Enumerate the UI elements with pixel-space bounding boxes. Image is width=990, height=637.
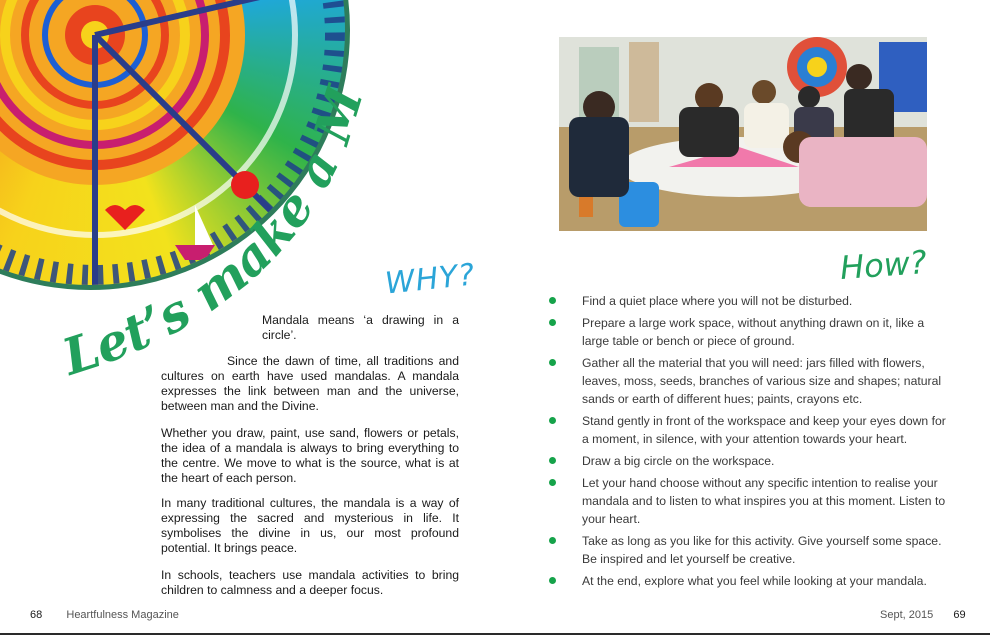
step-text: Draw a big circle on the workspace. <box>582 454 775 468</box>
paragraph-meaning: Mandala means ‘a drawing in a circle’. <box>262 313 459 342</box>
issue-date: Sept, 2015 <box>880 609 934 621</box>
bullet-dot-icon <box>549 537 556 544</box>
page-title-text: Let’s make a M <box>55 79 375 387</box>
left-page-number: 68 <box>30 609 43 621</box>
step-text: Find a quiet place where you will not be disturbed. <box>582 294 853 308</box>
paragraph-history <box>161 354 459 414</box>
bullet-dot-icon <box>549 319 556 326</box>
step-text: Stand gently in front of the workspace and keep your eyes down for a moment, in silence, with your attention towards your heart. <box>582 414 946 446</box>
bullet-dot-icon <box>549 359 556 366</box>
paragraph-sacred: In many traditional cultures, the mandala is a way of expressing the sacred and mysterious in life. It symbolises the divine in us, our most profound potential. It brings peace. <box>161 496 459 555</box>
list-item <box>548 292 948 310</box>
how-heading: How? <box>838 243 929 287</box>
right-page-number: 69 <box>953 609 966 621</box>
bullet-dot-icon <box>549 457 556 464</box>
bottom-divider <box>0 633 990 635</box>
step-text: Let your hand choose without any specific intention to realise your mandala and to listen to what inspires you at this moment. Listen to your heart. <box>582 476 946 526</box>
paragraph-centre: Whether you draw, paint, use sand, flowers or petals, the idea of a mandala is always to bring everything to the centre. We move to what is the source, what is at the heart of each person. <box>161 426 459 485</box>
list-item <box>548 532 948 568</box>
step-text: Gather all the material that you will need: jars filled with flowers, leaves, moss, seeds, branches of various size and shapes; natural sands or earth of different hues; paints, crayons etc. <box>582 356 942 406</box>
step-text: Prepare a large work space, without anything drawn on it, like a large table or bench or piece of ground. <box>582 316 925 348</box>
bullet-dot-icon <box>549 479 556 486</box>
list-item <box>548 354 948 408</box>
paragraph-history-text: Since the dawn of time, all traditions and cultures on earth have used mandalas. A mandala expresses the link between man and the universe, between man and the Divine. <box>161 354 459 413</box>
list-item <box>548 452 948 470</box>
bullet-dot-icon <box>549 417 556 424</box>
list-item <box>548 314 948 350</box>
steps-list <box>548 292 948 594</box>
paragraph-schools: In schools, teachers use mandala activities to bring children to calmness and a deeper focus. <box>161 568 459 597</box>
right-footer <box>880 609 966 621</box>
list-item <box>548 412 948 448</box>
bullet-dot-icon <box>549 577 556 584</box>
left-footer <box>30 609 179 621</box>
list-item <box>548 474 948 528</box>
step-text: At the end, explore what you feel while looking at your mandala. <box>582 574 927 588</box>
why-heading: WHY? <box>383 257 478 302</box>
workshop-photo-image <box>559 37 927 231</box>
page-title <box>40 40 400 400</box>
bullet-dot-icon <box>549 297 556 304</box>
step-text: Take as long as you like for this activity. Give yourself some space. Be inspired and let yourself be creative. <box>582 534 942 566</box>
magazine-name: Heartfulness Magazine <box>66 609 179 621</box>
list-item <box>548 572 948 590</box>
